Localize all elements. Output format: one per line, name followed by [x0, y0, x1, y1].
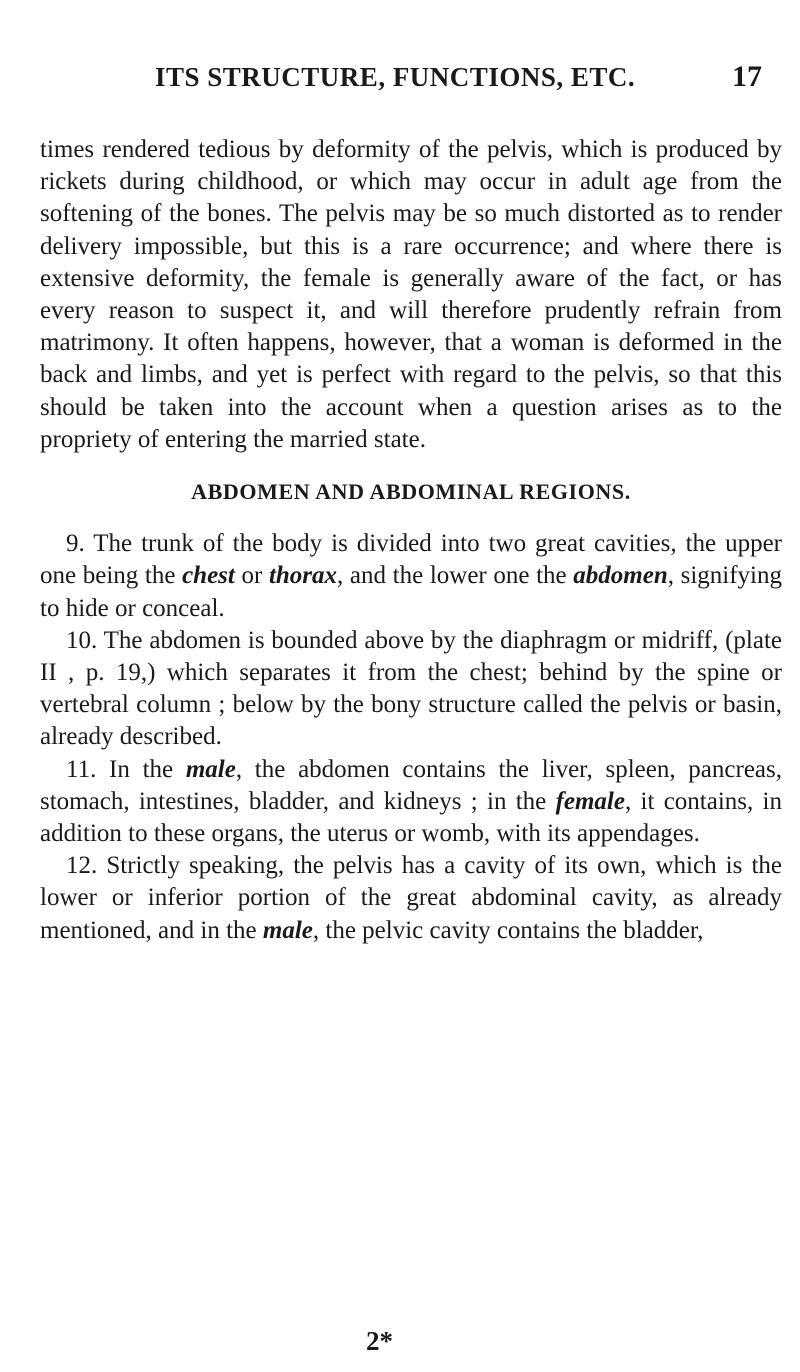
- signature-mark: 2*: [366, 1326, 393, 1356]
- term-male: male: [185, 755, 236, 783]
- running-title: ITS STRUCTURE, FUNCTIONS, ETC.: [155, 62, 636, 92]
- paragraph-9-text-a: 9. The trunk of the body is divided into two great cavities, the upper one being the: [40, 530, 782, 590]
- paragraph-9-text-b: or: [234, 562, 269, 590]
- term-abdomen: abdomen: [573, 562, 668, 590]
- term-female: female: [555, 787, 625, 815]
- term-chest: chest: [182, 562, 235, 590]
- term-thorax: thorax: [268, 562, 338, 590]
- paragraph-10: 10. The abdomen is bounded above by the diaphragm or midriff, (plate II , p. 19,) which separates it from the chest; behind by the spine or vertebral column ; below by the bony structure called the pelvis or basin, already described.: [40, 626, 782, 751]
- term-male-2: male: [262, 916, 313, 944]
- paragraph-12-text-b: , the pelvic cavity contains the bladder,: [312, 916, 704, 944]
- paragraph-9-text-c: , and the lower one the: [337, 562, 574, 590]
- paragraph-11: [40, 754, 782, 851]
- paragraph-9-text-d: , signifying to hide or conceal.: [40, 562, 783, 622]
- opening-paragraph: times rendered tedious by deformity of the pelvis, which is produced by rickets during childhood, or which may occur in adult age from the softening of the bones. The pelvis may be so much distorted as to render delivery impossible, but this is a rare occurrence; and where there is extensive deformity, the female is generally aware of the fact, or has every reason to suspect it, and will therefore prudently refrain from matrimony. It often happens, however, that a woman is deformed in the back and limbs, and yet is perfect with regard to the pelvis, so that this should be taken into the account when a question arises as to the propriety of entering the married state.: [40, 136, 782, 453]
- section-heading: ABDOMEN AND ABDOMINAL REGIONS.: [191, 479, 631, 505]
- paragraph-12-text-a: 12. Strictly speaking, the pelvis has a cavity of its own, which is the lower or inferior portion of the great abdominal cavity, as already mentioned, and in the: [40, 852, 782, 944]
- paragraph-11-text-c: , it contains, in addition to these organs, the uterus or womb, with its appendages.: [40, 787, 782, 848]
- paragraph-11-text-a: 11. In the: [66, 755, 186, 783]
- page-body: [40, 134, 782, 947]
- paragraph-12: [40, 850, 782, 947]
- page-number: 17: [732, 60, 762, 93]
- paragraph-9: [40, 528, 782, 625]
- paragraph-11-text-b: , the abdomen contains the liver, spleen, pancreas, stomach, intestines, bladder, and kidneys ; in the: [40, 755, 782, 815]
